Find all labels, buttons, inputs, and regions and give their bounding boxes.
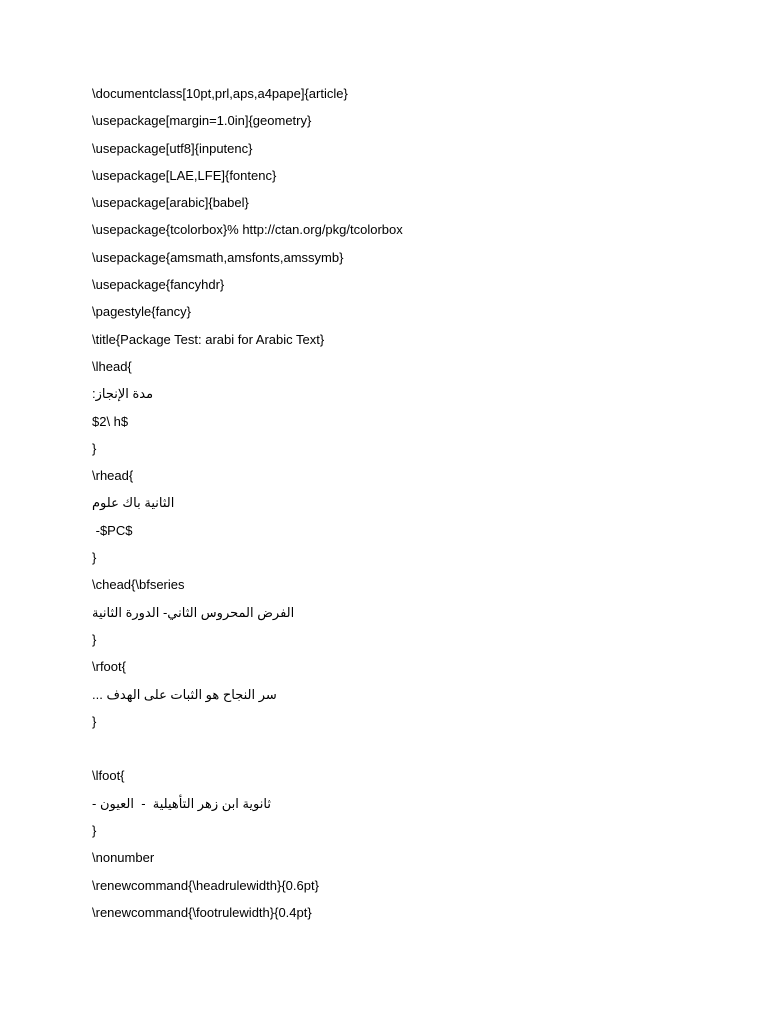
- code-line: \documentclass[10pt,prl,aps,a4pape]{article}: [92, 86, 348, 101]
- code-line: \usepackage[utf8]{inputenc}: [92, 140, 253, 156]
- code-line: \usepackage[arabic]{babel}: [92, 195, 249, 211]
- code-line: \renewcommand{\headrulewidth}{0.6pt}: [92, 877, 319, 893]
- code-line: \chead{\bfseries: [92, 577, 185, 593]
- code-line: }: [92, 631, 97, 647]
- code-line: \usepackage{fancyhdr}: [92, 277, 225, 293]
- code-line: }: [92, 823, 97, 839]
- code-line: \usepackage{tcolorbox}% http://ctan.org/pkg/tcolorbox: [92, 222, 403, 238]
- code-line: \lhead{: [92, 358, 132, 374]
- blank-line: [92, 740, 692, 767]
- code-line: \title{Package Test: arabi for Arabic Text}: [92, 331, 325, 347]
- code-line: \usepackage[margin=1.0in]{geometry}: [92, 113, 312, 129]
- document-body: [92, 85, 692, 931]
- arabic-text-line: سر النجاح هو الثبات على الهدف ...: [92, 686, 277, 702]
- code-line: \nonumber: [92, 850, 155, 866]
- code-line: $2\ h$: [92, 413, 129, 429]
- arabic-text-line: الفرض المحروس الثاني- الدورة الثانية: [92, 604, 295, 620]
- code-line: }: [92, 440, 97, 456]
- arabic-text-line: ثانوية ابن زهر التأهيلية - العيون -: [92, 795, 271, 811]
- code-line: \rfoot{: [92, 659, 126, 675]
- code-line: \renewcommand{\footrulewidth}{0.4pt}: [92, 904, 312, 920]
- code-line: }: [92, 550, 97, 566]
- code-line: \pagestyle{fancy}: [92, 304, 192, 320]
- code-line: \usepackage[LAE,LFE]{fontenc}: [92, 167, 277, 183]
- arabic-text-line: الثانية باك علوم: [92, 495, 175, 511]
- code-line: -$PC$: [92, 522, 133, 538]
- arabic-text-line: مدة الإنجاز:: [92, 386, 154, 402]
- code-line: \usepackage{amsmath,amsfonts,amssymb}: [92, 249, 344, 265]
- code-line: }: [92, 713, 97, 729]
- code-line: \rhead{: [92, 468, 134, 484]
- code-line: \lfoot{: [92, 768, 125, 784]
